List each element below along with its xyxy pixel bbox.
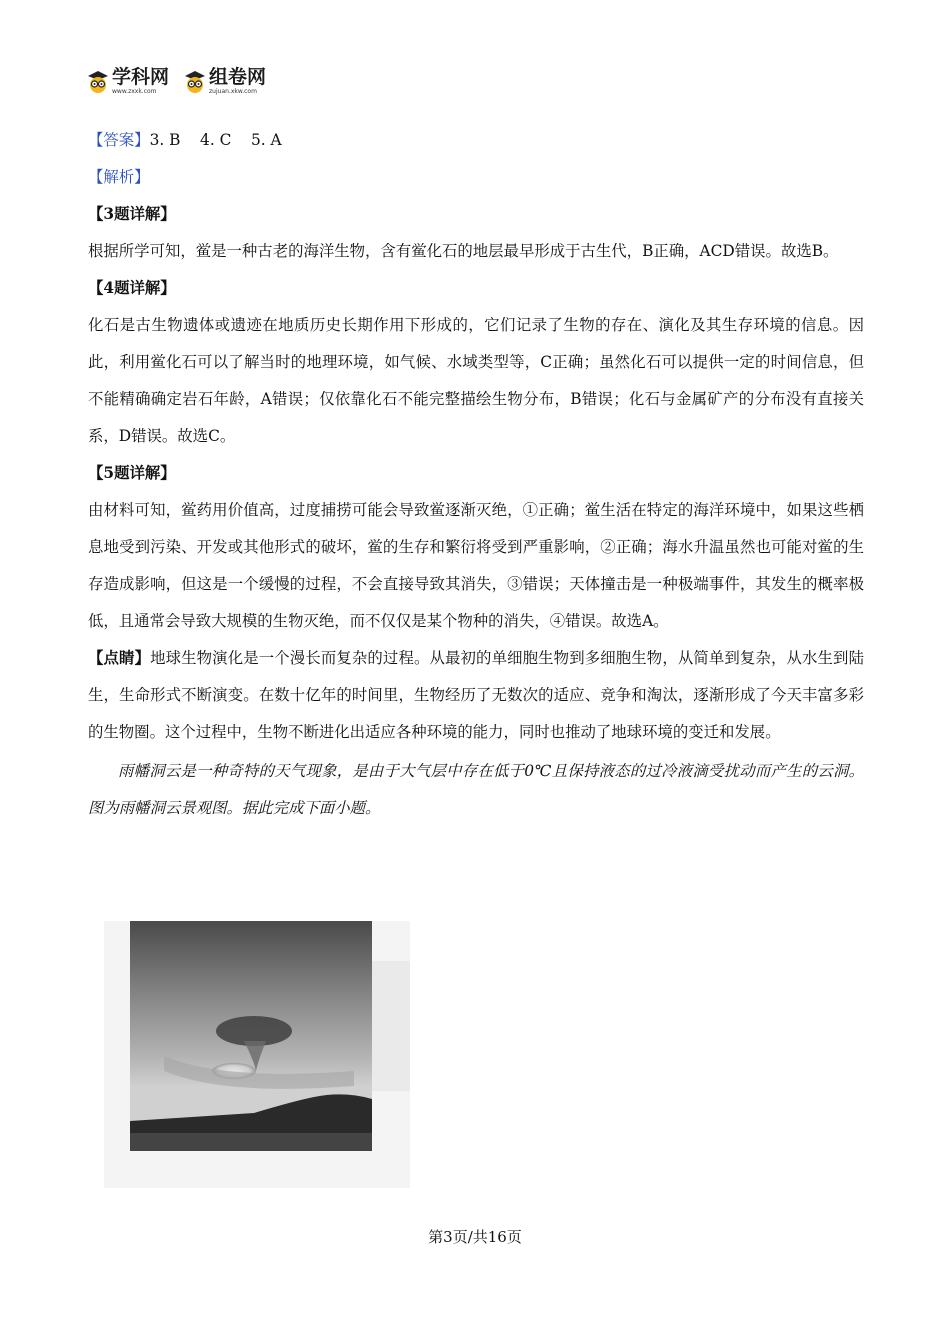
material-text: 雨幡洞云是一种奇特的天气现象，是由于大气层中存在低于0℃且保持液态的过冷液滴受扰动而产生的云洞。图为雨幡洞云景观图。据此完成下面小题。 [88,762,864,817]
zujuanwang-logo[interactable] [183,68,266,95]
q5-text: 由材料可知，鲎药用价值高，过度捕捞可能会导致鲎逐渐灭绝，①正确；鲎生活在特定的海洋环境中，如果这些栖息地受到污染、开发或其他形式的破坏，鲎的生存和繁衍将受到严重影响，②正确；海水升温虽然也可能对鲎的生存造成影响，但这是一个缓慢的过程，不会直接导致其消失，③错误；天体撞击是一种极端事件，其发生的概率极低，且通常会导致大规模的生物灭绝，而不仅仅是某个物种的消失，④错误。故选A。 [88,501,864,630]
logo1-name: 学科网 [112,66,170,88]
fallstreak-hole-photo [104,921,410,1188]
page-footer: 第3页/共16页 [428,1228,522,1246]
logo2-name: 组卷网 [209,66,267,88]
q4-text: 化石是古生物遗体或遗迹在地质历史长期作用下形成的，它们记录了生物的存在、演化及其生存环境的信息。因此，利用鲎化石可以了解当时的地理环境，如气候、水域类型等，C正确；虽然化石可以提供一定的时间信息，但不能精确确定岩石年龄，A错误；仅依靠化石不能完整描绘生物分布，B错误；化石与金属矿产的分布没有直接关系，D错误。故选C。 [88,316,864,445]
analysis-tag: 【解析】 [88,168,150,186]
comment-text: 地球生物演化是一个漫长而复杂的过程。从最初的单细胞生物到多细胞生物，从简单到复杂，从水生到陆生，生命形式不断演变。在数十亿年的时间里，生物经历了无数次的适应、竞争和淘汰，逐渐形成了今天丰富多彩的生物圈。这个过程中，生物不断进化出适应各种环境的能力，同时也推动了地球环境的变迁和发展。 [88,649,864,741]
answer-tag: 【答案】 [88,131,150,149]
q5-heading: 【5题详解】 [88,464,176,482]
owl-face-icon [183,70,207,94]
xuekewang-logo[interactable] [86,68,169,95]
header-logos [86,68,266,95]
q3-text: 根据所学可知，鲎是一种古老的海洋生物，含有鲎化石的地层最早形成于古生代，B正确，ACD错误。故选B。 [88,242,839,260]
logo2-url: zujuan.xkw.com [209,88,257,95]
answer-text: 3. B 4. C 5. A [149,131,282,149]
logo1-url: www.zxxk.com [112,88,157,95]
document-body [88,122,864,827]
q3-heading: 【3题详解】 [88,205,176,223]
q4-heading: 【4题详解】 [88,279,176,297]
comment-tag: 【点睛】 [88,649,151,667]
comment-paragraph [88,640,864,751]
answer-line [88,122,864,159]
owl-face-icon [86,70,110,94]
